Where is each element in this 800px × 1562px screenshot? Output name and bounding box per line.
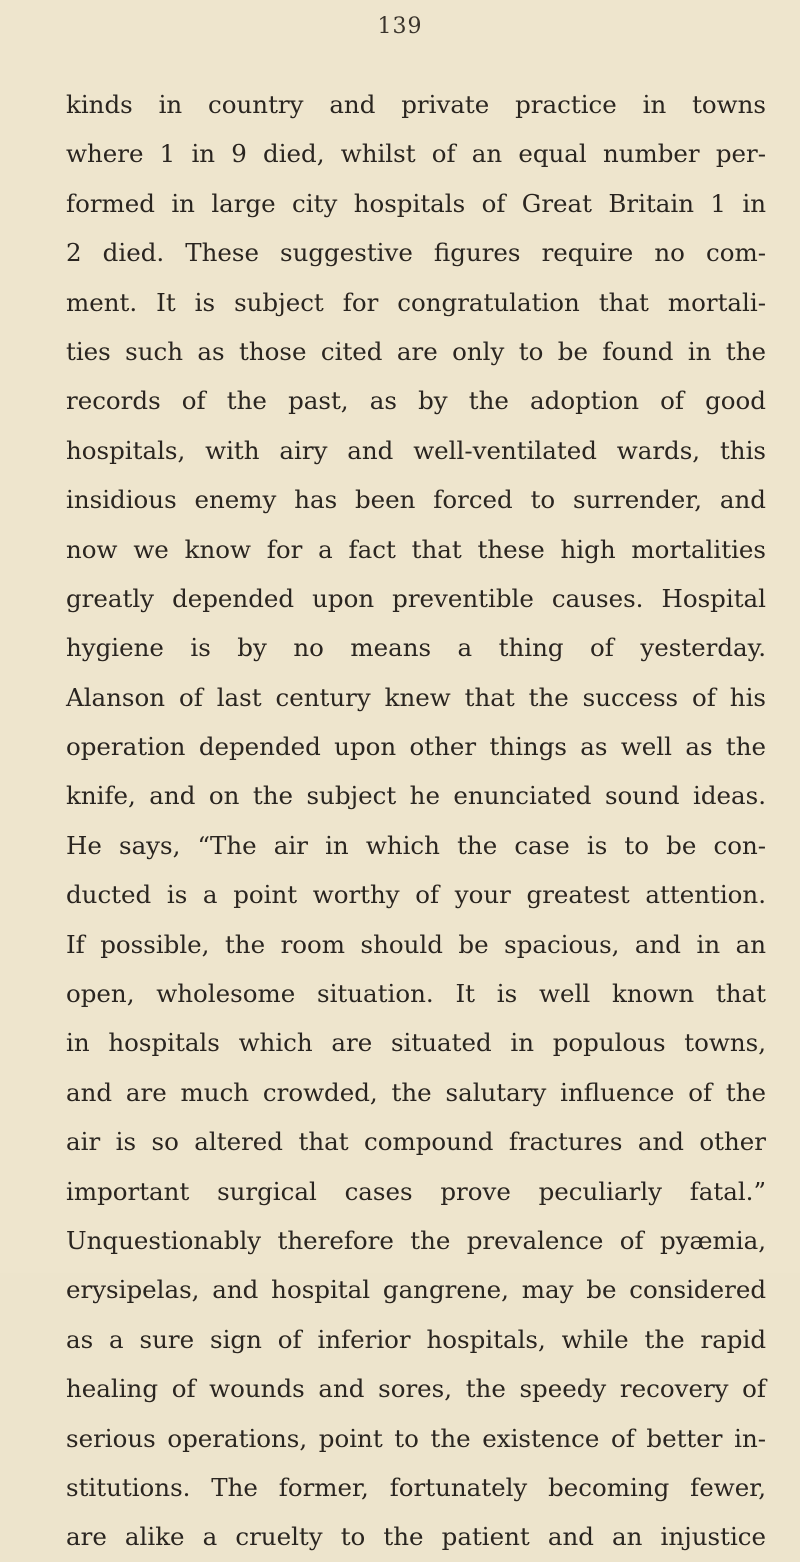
text-line: air is so altered that compound fractures and other <box>66 1127 766 1157</box>
text-line: He says, “The air in which the case is to be con- <box>66 830 766 860</box>
text-line: in hospitals which are situated in populous towns, <box>66 1028 766 1058</box>
text-line: kinds in country and private practice in towns <box>66 90 766 119</box>
text-line: hygiene is by no means a thing of yesterday. <box>66 633 766 663</box>
text-line: erysipelas, and hospital gangrene, may be considered <box>66 1275 766 1305</box>
text-line: serious operations, point to the existence of better in- <box>66 1423 766 1453</box>
text-line: stitutions. The former, fortunately becoming fewer, <box>66 1472 766 1502</box>
text-line: Alanson of last century knew that the success of his <box>66 682 766 712</box>
text-line: insidious enemy has been forced to surrender, and <box>66 485 766 515</box>
text-line: 2 died. These suggestive figures require no com- <box>66 238 766 268</box>
text-line: ment. It is subject for congratulation that mortali- <box>66 287 766 317</box>
text-line: greatly depended upon preventible causes. Hospital <box>66 583 766 613</box>
text-line: formed in large city hospitals of Great Britain 1 in <box>66 188 766 218</box>
text-line: now we know for a fact that these high mortalities <box>66 534 766 564</box>
text-line: healing of wounds and sores, the speedy recovery of <box>66 1374 766 1404</box>
text-line: open, wholesome situation. It is well known that <box>66 979 766 1009</box>
text-line: If possible, the room should be spacious, and in an <box>66 929 766 959</box>
text-line: ducted is a point worthy of your greatest attention. <box>66 880 766 910</box>
text-line: knife, and on the subject he enunciated sound ideas. <box>66 781 766 811</box>
text-line: ties such as those cited are only to be found in the <box>66 336 766 366</box>
body-text <box>66 80 766 1562</box>
text-line: operation depended upon other things as well as the <box>66 732 766 762</box>
text-line: important surgical cases prove peculiarly fatal.” <box>66 1176 766 1206</box>
text-line: and are much crowded, the salutary influence of the <box>66 1077 766 1107</box>
text-line: as a sure sign of inferior hospitals, while the rapid <box>66 1324 766 1354</box>
text-line: Unquestionably therefore the prevalence of pyæmia, <box>66 1225 766 1255</box>
text-line: hospitals, with airy and well-ventilated wards, this <box>66 435 766 465</box>
text-line: are alike a cruelty to the patient and an injustice <box>66 1522 766 1552</box>
page-number: 139 <box>377 14 423 39</box>
text-line: where 1 in 9 died, whilst of an equal number per- <box>66 139 766 169</box>
text-line: records of the past, as by the adoption of good <box>66 386 766 416</box>
